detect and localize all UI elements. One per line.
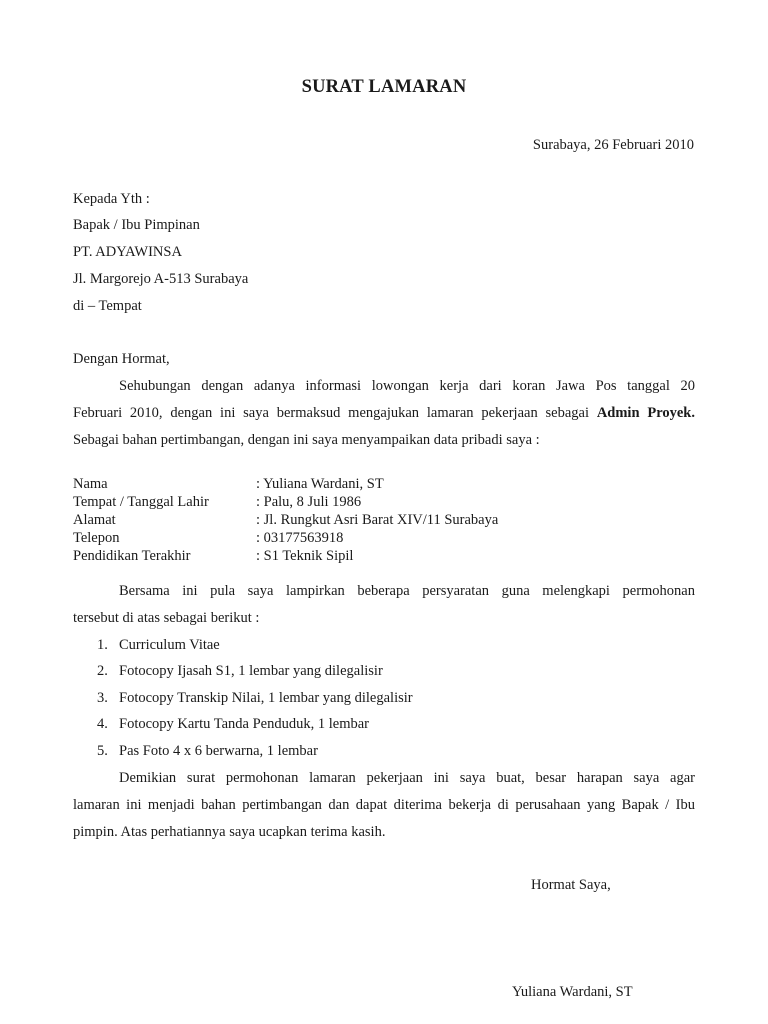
paragraph-intro-line-2 [73, 404, 695, 422]
personal-data-value: : Palu, 8 Juli 1986 [256, 494, 362, 510]
personal-data-label: Alamat [73, 512, 116, 528]
list-item: Fotocopy Transkip Nilai, 1 lembar yang dilegalisir [119, 690, 413, 706]
recipient-line-1: Kepada Yth : [73, 191, 150, 207]
personal-data-label: Nama [73, 476, 108, 492]
paragraph-closing-line-3: pimpin. Atas perhatiannya saya ucapkan terima kasih. [73, 824, 386, 840]
paragraph-intro-line-3: Sebagai bahan pertimbangan, dengan ini saya menyampaikan data pribadi saya : [73, 432, 540, 448]
list-item-number: 4. [97, 716, 108, 732]
recipient-line-4: Jl. Margorejo A-513 Surabaya [73, 271, 249, 287]
personal-data-label: Tempat / Tanggal Lahir [73, 494, 209, 510]
closing-salutation: Hormat Saya, [531, 877, 611, 893]
list-item: Pas Foto 4 x 6 berwarna, 1 lembar [119, 743, 318, 759]
list-item-number: 1. [97, 637, 108, 653]
list-item: Fotocopy Ijasah S1, 1 lembar yang dilegalisir [119, 663, 383, 679]
list-item-number: 2. [97, 663, 108, 679]
list-item-number: 5. [97, 743, 108, 759]
paragraph-closing-line-2: lamaran ini menjadi bahan pertimbangan dan dapat diterima bekerja di perusahaan yang Bapak / Ibu [73, 797, 695, 813]
paragraph-attachments-line-2: tersebut di atas sebagai berikut : [73, 610, 260, 626]
letter-date: Surabaya, 26 Februari 2010 [532, 137, 694, 153]
letter-title: SURAT LAMARAN [301, 77, 467, 97]
paragraph-closing-line-1: Demikian surat permohonan lamaran pekerjaan ini saya buat, besar harapan saya agar [119, 770, 695, 786]
personal-data-value: : Yuliana Wardani, ST [256, 476, 384, 492]
greeting: Dengan Hormat, [73, 351, 170, 367]
personal-data-value: : S1 Teknik Sipil [256, 548, 354, 564]
personal-data-value: : 03177563918 [256, 530, 344, 546]
signer-name: Yuliana Wardani, ST [512, 984, 633, 1000]
list-item-number: 3. [97, 690, 108, 706]
paragraph-intro-line-1: Sehubungan dengan adanya informasi lowongan kerja dari koran Jawa Pos tanggal 20 [119, 378, 695, 394]
recipient-line-3: PT. ADYAWINSA [73, 244, 182, 260]
recipient-line-2: Bapak / Ibu Pimpinan [73, 217, 200, 233]
list-item: Fotocopy Kartu Tanda Penduduk, 1 lembar [119, 716, 370, 732]
list-item: Curriculum Vitae [119, 637, 220, 653]
paragraph-attachments-line-1: Bersama ini pula saya lampirkan beberapa persyaratan guna melengkapi permohonan [119, 583, 695, 599]
paragraph-intro-line-2-text: Februari 2010, dengan ini saya bermaksud mengajukan lamaran pekerjaan sebagai [73, 405, 589, 421]
personal-data-label: Pendidikan Terakhir [73, 548, 191, 564]
position-title: Admin Proyek. [596, 405, 695, 421]
recipient-line-5: di – Tempat [73, 298, 142, 314]
personal-data-label: Telepon [73, 530, 120, 546]
personal-data-value: : Jl. Rungkut Asri Barat XIV/11 Surabaya [256, 512, 499, 528]
